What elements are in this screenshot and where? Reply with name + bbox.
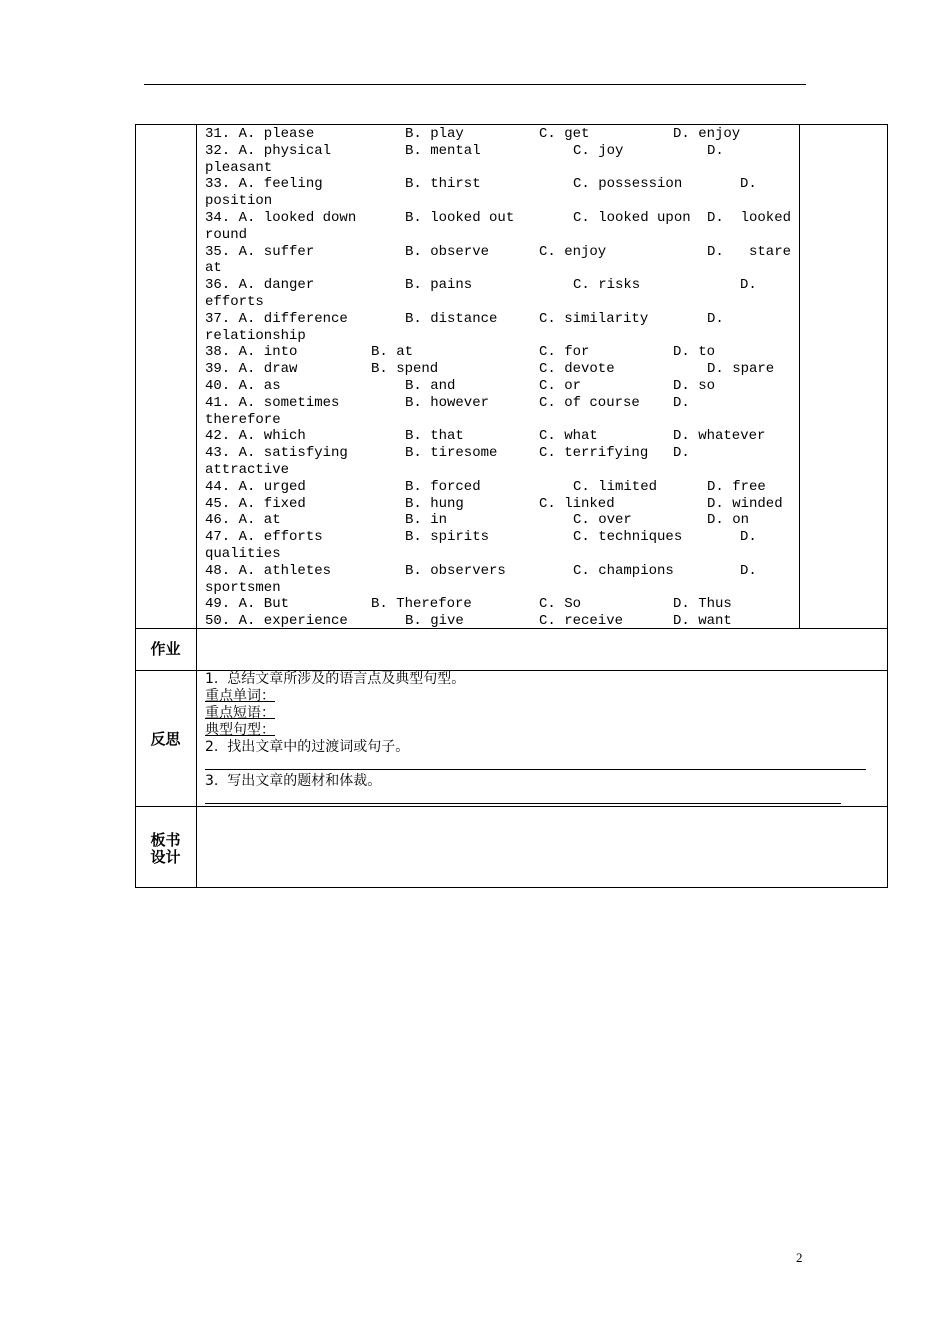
option-c: C. get <box>539 126 590 142</box>
option-c: C. similarity <box>539 310 649 327</box>
question-line-continuation <box>205 294 800 311</box>
board-design-label-line1: 板书 <box>150 831 181 849</box>
option-a: 36. A. danger <box>205 277 315 294</box>
option-b: B. spirits <box>405 529 490 546</box>
option-b: B. in <box>405 512 448 529</box>
question-line <box>205 277 800 294</box>
key-phrases-prompt: 重点短语： <box>205 705 275 721</box>
question-line-continuation <box>205 412 800 429</box>
question-line <box>205 378 800 395</box>
option-d: D. <box>673 445 690 462</box>
option-a: 48. A. athletes <box>205 562 332 579</box>
question-line <box>205 479 800 496</box>
reflection-item-1: 1. 总结文章所涉及的语言点及典型句型。 <box>205 671 466 687</box>
reflection-item-2: 2. 找出文章中的过渡词或句子。 <box>205 739 410 755</box>
question-line-continuation <box>205 328 800 345</box>
option-c: C. techniques <box>573 529 683 546</box>
option-a: 47. A. efforts <box>205 529 323 546</box>
option-b: B. at <box>371 344 414 361</box>
reflection-item-3: 3. 写出文章的题材和体裁。 <box>205 773 382 789</box>
option-b: B. Therefore <box>371 596 472 613</box>
table-label-divider <box>196 124 197 888</box>
option-a: 32. A. physical <box>205 142 332 159</box>
option-a: 49. A. But <box>205 596 290 613</box>
board-design-label-line2: 设计 <box>150 848 181 866</box>
question-line <box>205 210 800 227</box>
question-line <box>205 496 800 513</box>
option-c: C. So <box>539 596 582 613</box>
option-b: B. thirst <box>405 176 481 193</box>
option-c: C. risks <box>573 277 641 294</box>
option-c: C. what <box>539 428 598 445</box>
option-b: B. observe <box>405 243 490 260</box>
option-b: B. observers <box>405 562 506 579</box>
question-line <box>205 311 800 328</box>
option-a: 34. A. looked down <box>205 210 357 226</box>
key-words-prompt: 重点单词： <box>205 688 275 704</box>
answer-blank-2 <box>205 769 866 770</box>
option-c: C. of course <box>539 394 640 411</box>
homework-label: 作业 <box>150 640 181 658</box>
question-line <box>205 126 800 143</box>
option-a: relationship <box>205 327 306 344</box>
option-a: 41. A. sometimes <box>205 394 340 411</box>
option-d: D. free <box>707 478 766 495</box>
option-a: 44. A. urged <box>205 478 306 495</box>
option-d: D. enjoy <box>673 126 741 142</box>
option-c: C. over <box>573 512 632 529</box>
option-d: D. <box>673 394 690 411</box>
question-line <box>205 445 800 462</box>
option-a: efforts <box>205 294 264 310</box>
question-line <box>205 529 800 546</box>
question-line-continuation <box>205 193 800 210</box>
option-a: 37. A. difference <box>205 310 348 327</box>
option-d: D. <box>740 277 757 294</box>
option-d: D. <box>707 142 724 159</box>
option-a: attractive <box>205 462 290 478</box>
option-b: B. looked out <box>405 210 515 226</box>
question-line-continuation <box>205 227 800 244</box>
question-line <box>205 176 800 193</box>
option-a: 50. A. experience <box>205 613 348 630</box>
option-d: D. <box>740 176 757 193</box>
option-d: D. want <box>673 613 732 630</box>
option-d: D. <box>740 562 757 579</box>
option-d: D. so <box>673 378 716 394</box>
question-line-continuation <box>205 260 800 277</box>
typical-sentences-prompt: 典型句型： <box>205 722 275 738</box>
option-a: 46. A. at <box>205 512 281 529</box>
option-d: D. looked <box>707 210 792 226</box>
option-d: D. to <box>673 344 716 361</box>
option-b: B. and <box>405 378 456 394</box>
option-b: B. distance <box>405 310 498 327</box>
option-a: 45. A. fixed <box>205 495 306 512</box>
option-a: 33. A. feeling <box>205 176 323 193</box>
question-line <box>205 613 800 630</box>
option-a: qualities <box>205 546 281 562</box>
option-b: B. forced <box>405 478 481 495</box>
option-d: D. <box>707 310 724 327</box>
question-line <box>205 563 800 580</box>
option-b: B. that <box>405 428 464 445</box>
option-a: at <box>205 260 222 277</box>
reflection-label: 反思 <box>150 730 181 748</box>
option-c: C. devote <box>539 361 615 378</box>
option-a: 31. A. please <box>205 126 315 142</box>
option-a: 38. A. into <box>205 344 298 361</box>
option-a: round <box>205 226 248 243</box>
option-b: B. spend <box>371 361 439 378</box>
question-line-continuation <box>205 580 800 597</box>
option-a: position <box>205 193 273 210</box>
option-b: B. tiresome <box>405 445 498 462</box>
question-line <box>205 395 800 412</box>
question-line <box>205 512 800 529</box>
option-c: C. looked upon <box>573 210 691 226</box>
option-a: 35. A. suffer <box>205 243 315 260</box>
option-a: sportsmen <box>205 579 281 596</box>
question-line <box>205 344 800 361</box>
option-c: C. receive <box>539 613 624 630</box>
option-d: D. <box>740 529 757 546</box>
question-line-continuation <box>205 462 800 479</box>
option-d: D. stare <box>707 243 792 260</box>
question-line <box>205 143 800 160</box>
question-line <box>205 428 800 445</box>
row-divider-board <box>135 806 888 807</box>
option-c: C. limited <box>573 478 658 495</box>
option-d: D. Thus <box>673 596 732 613</box>
option-d: D. spare <box>707 361 775 378</box>
option-c: C. champions <box>573 562 674 579</box>
option-d: D. whatever <box>673 428 766 445</box>
option-d: D. winded <box>707 495 783 512</box>
option-c: C. possession <box>573 176 683 193</box>
option-a: 40. A. as <box>205 378 281 394</box>
option-c: C. linked <box>539 495 615 512</box>
option-b: B. pains <box>405 277 473 294</box>
option-b: B. however <box>405 394 490 411</box>
option-b: B. give <box>405 613 464 630</box>
option-c: C. enjoy <box>539 243 607 260</box>
option-b: B. play <box>405 126 464 142</box>
page-number: 2 <box>796 1250 803 1265</box>
option-a: therefore <box>205 411 281 428</box>
option-a: 39. A. draw <box>205 361 298 378</box>
question-line <box>205 244 800 261</box>
option-c: C. for <box>539 344 590 361</box>
option-a: 42. A. which <box>205 428 306 445</box>
option-c: C. joy <box>573 142 624 159</box>
question-line-continuation <box>205 160 800 177</box>
question-line <box>205 361 800 378</box>
header-rule <box>144 84 806 85</box>
question-line-continuation <box>205 546 800 563</box>
option-d: D. on <box>707 512 750 529</box>
answer-blank-3 <box>205 803 841 804</box>
option-c: C. or <box>539 378 582 394</box>
option-c: C. terrifying <box>539 445 649 462</box>
question-line <box>205 596 800 613</box>
option-a: 43. A. satisfying <box>205 445 348 462</box>
option-b: B. mental <box>405 142 481 159</box>
option-a: pleasant <box>205 159 273 176</box>
option-b: B. hung <box>405 495 464 512</box>
